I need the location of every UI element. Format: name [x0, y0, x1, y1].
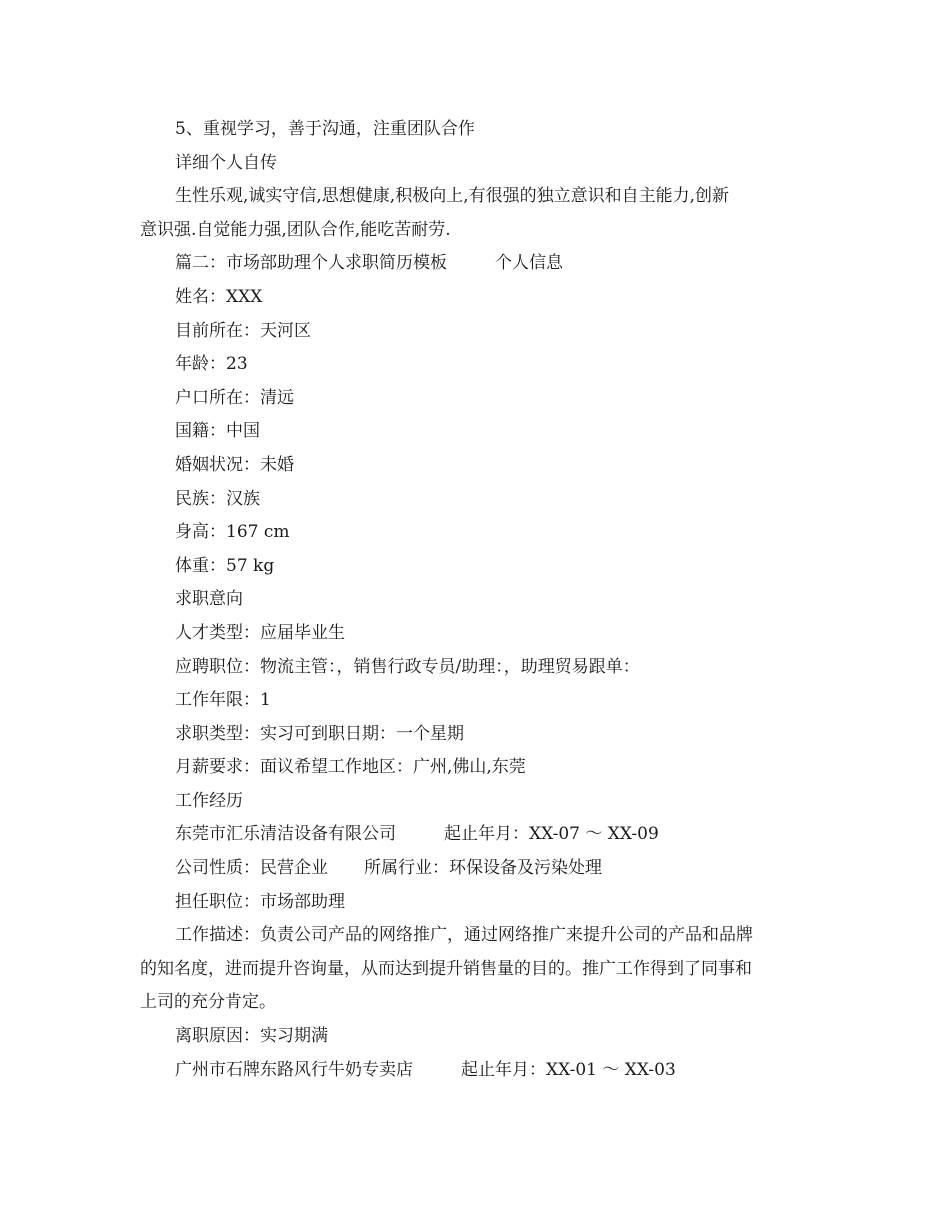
info-name: 姓名：XXX	[175, 286, 263, 307]
date-range: 起止年月：XX-07 ～ XX-09	[444, 824, 659, 845]
company-type: 公司性质：民营企业	[175, 858, 328, 879]
info-work-years: 工作年限：1	[175, 690, 271, 711]
document-body	[140, 113, 815, 1087]
company-details	[140, 852, 815, 886]
section-heading: 个人信息	[495, 253, 563, 274]
info-location: 目前所在：天河区	[175, 320, 311, 341]
info-positions: 应聘职位：物流主管：，销售行政专员/助理：，助理贸易跟单：	[175, 656, 640, 677]
job-description: 上司的充分肯定。	[140, 992, 276, 1013]
info-job-type: 求职类型：实习可到职日期：一个星期	[175, 723, 464, 744]
info-marital-status: 婚姻状况：未婚	[175, 454, 294, 475]
info-hukou: 户口所在：清远	[175, 387, 294, 408]
section-heading: 工作经历	[175, 790, 243, 811]
section-heading: 求职意向	[175, 589, 243, 610]
info-salary: 月薪要求：面议希望工作地区：广州,佛山,东莞	[175, 757, 526, 778]
text-line	[140, 247, 815, 281]
job-description: 工作描述：负责公司产品的网络推广，通过网络推广来提升公司的产品和品牌	[175, 925, 753, 946]
text-line: 生性乐观,诚实守信,思想健康,积极向上,有很强的独立意识和自主能力,创新	[175, 186, 730, 207]
company-name: 广州市石牌东路风行牛奶专卖店	[175, 1059, 413, 1080]
job-entry-header	[140, 818, 815, 852]
text-line: 5、重视学习，善于沟通，注重团队合作	[175, 119, 475, 139]
job-description: 的知名度，进而提升咨询量，从而达到提升销售量的目的。推广工作得到了同事和	[140, 958, 752, 979]
company-industry: 所属行业：环保设备及污染处理	[364, 858, 602, 879]
leave-reason: 离职原因：实习期满	[175, 1026, 328, 1047]
job-title: 担任职位：市场部助理	[175, 891, 345, 912]
job-entry-header	[140, 1054, 815, 1088]
date-range: 起止年月：XX-01 ～ XX-03	[461, 1059, 676, 1080]
company-name: 东莞市汇乐清洁设备有限公司	[175, 824, 396, 845]
info-ethnicity: 民族：汉族	[175, 488, 260, 509]
info-talent-type: 人才类型：应届毕业生	[175, 622, 345, 643]
section-heading: 详细个人自传	[175, 152, 277, 173]
info-weight: 体重：57 kg	[175, 555, 275, 576]
article-title: 篇二：市场部助理个人求职简历模板	[175, 253, 447, 274]
info-nationality: 国籍：中国	[175, 421, 260, 442]
info-height: 身高：167 cm	[175, 522, 290, 543]
text-line: 意识强.自觉能力强,团队合作,能吃苦耐劳.	[140, 219, 451, 240]
info-age: 年龄：23	[175, 354, 248, 375]
